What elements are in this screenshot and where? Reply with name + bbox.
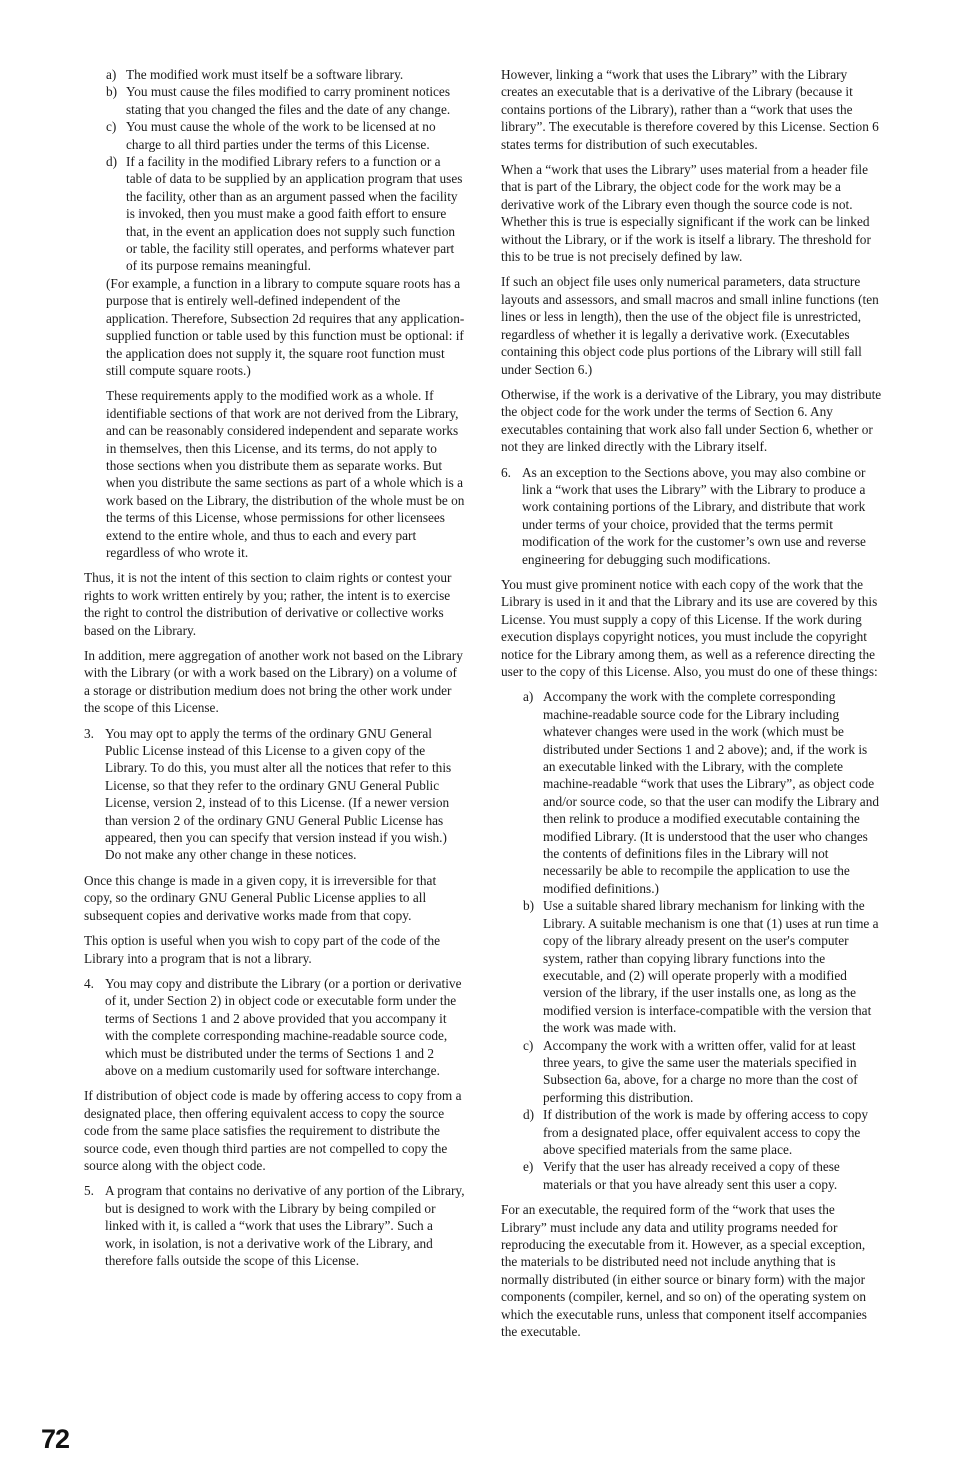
object-code-paragraph: If distribution of object code is made by offering access to copy from a designated place, then offering equivalent access to copy the source code from the same place satisfies the requirement to distribute the source code, even though third parties are not compelled to copy the source along with the object code.	[84, 1088, 462, 1173]
section-text: A program that contains no derivative of any portion of the Library, but is designed to work with the Library by being compiled or linked with it, is called a “work that uses the Library”. Such a work, in isolation, is not a derivative work of the Library, and therefore falls outside the scope of this License.	[105, 1183, 465, 1268]
section-4	[84, 975, 465, 1079]
right-column	[501, 66, 883, 1348]
notice-paragraph: You must give prominent notice with each copy of the work that the Library is used in it and that the Library and its use are covered by this License. You must supply a copy of this License. If the work during execution displays copyright notices, you must include the copyright notice for the Library among them, as well as a reference directing the user to the copy of this License. Also, you must do one of these things:	[501, 576, 878, 679]
section-6	[501, 464, 883, 568]
list-a-e	[523, 688, 883, 1193]
section-4-item	[84, 975, 465, 1079]
numerical-parameters-paragraph: If such an object file uses only numerical parameters, data structure layouts and assessors, and small macros and small inline functions (ten lines or less in length), then the use of the object file is unrestricted, regardless of whether it is legally a derivative work. (Executables containing this object code plus portions of the Library will still fall under Section 6.)	[501, 274, 879, 377]
list-item-text: Accompany the work with a written offer, valid for at least three years, to give the same user the materials specified in Subsection 6a, above, for a charge no more than the cost of performing this distribution.	[543, 1037, 858, 1105]
list-item-text: Accompany the work with the complete corresponding machine-readable source code for the Library including whatever changes were used in the work (which must be distributed under Sections 1 and 2 above); and, if the work is an executable linked with the Library, with the complete machine-readable “work that uses the Library”, as object code and/or source code, so that the user can modify the Library and then relink to produce a modified executable containing the modified Library. (It is understood that the user who changes the contents of definitions files in the Library will not necessarily be able to recompile the application to use the modified definitions.)	[543, 689, 879, 896]
list-item-text: Verify that the user has already received a copy of these materials or that you have already sent this user a copy.	[543, 1159, 840, 1192]
list-marker: b)	[523, 898, 535, 914]
list-item-c	[523, 1037, 883, 1107]
section-number: 4.	[84, 975, 94, 991]
list-item-text: If a facility in the modified Library refers to a function or a table of data to be supplied by an application program that uses the facility, other than as an argument passed when the facility is invoked, then you must make a good faith effort to ensure that, in the event an application does not supply such function or table, the facility still operates, and performs whatever part of its purpose remains meaningful.	[126, 154, 463, 274]
section-3-item	[84, 725, 465, 864]
section-text: As an exception to the Sections above, you may also combine or link a “work that uses the Library” with the Library to produce a work containing portions of the Library, and distribute that work under terms of your choice, provided that the terms permit modification of the work for the customer’s own use and reverse engineering for debugging such modifications.	[522, 464, 866, 567]
section-5	[84, 1182, 465, 1269]
list-item-a	[523, 688, 883, 897]
list-item-d	[106, 153, 465, 275]
list-marker: e)	[523, 1159, 534, 1175]
list-marker: b)	[106, 84, 118, 100]
section-text: You may opt to apply the terms of the ordinary GNU General Public License instead of this License to a given copy of the Library. To do this, you must alter all the notices that refer to this License, so that they refer to the ordinary GNU General Public License, version 2, instead of to this License. (If a newer version than version 2 of the ordinary GNU General Public License has appeared, then you can specify that version instead if you wish.) Do not make any other change in these notices.	[105, 725, 452, 863]
requirements-paragraph: These requirements apply to the modified work as a whole. If identifiable sections of that work are not derived from the Library, and can be reasonably considered independent and separate works in themselves, then this License, and its terms, do not apply to those sections when you distribute them as separate works. But when you distribute the same sections as part of a whole which is a work based on the Library, the distribution of the whole must be on the terms of this License, whose permissions for other licensees extend to the entire whole, and thus to each and every part regardless of who wrote it.	[106, 388, 465, 560]
list-item-text: Use a suitable shared library mechanism for linking with the Library. A suitable mechanism is one that (1) uses at run time a copy of the library already present on the user's computer system, rather than copying library functions into the executable, and (2) will operate properly with a modified version of the library, if the user installs one, as long as the modified version is interface-compatible with the version that the work was made with.	[543, 898, 879, 1036]
executable-paragraph: For an executable, the required form of the “work that uses the Library” must include any data and utility programs needed for reproducing the executable from it. However, as a special exception, the materials to be distributed need not include anything that is normally distributed (in either source or binary form) with the major components (compiler, kernel, and so on) of the operating system on which the executable runs, unless that component itself accompanies the executable.	[501, 1202, 867, 1340]
list-item-e	[523, 1158, 883, 1193]
list-item-text: You must cause the files modified to carry prominent notices stating that you changed the files and the date of any change.	[126, 84, 451, 117]
section-6-item	[501, 464, 883, 568]
list-marker: c)	[106, 119, 117, 135]
section-number: 3.	[84, 725, 94, 741]
list-marker: d)	[523, 1107, 535, 1123]
list-item-text: If distribution of the work is made by offering access to copy from a designated place, offer equivalent access to copy the above specified materials from the same place.	[543, 1107, 869, 1157]
page-number: 72	[41, 1424, 70, 1454]
list-marker: a)	[106, 67, 117, 82]
linking-paragraph: However, linking a “work that uses the Library” with the Library creates an executable that is a derivative of the Library (because it contains portions of the Library), rather than a “work that uses the library”. The executable is therefore covered by this License. Section 6 states terms for distribution of such executables.	[501, 67, 879, 152]
list-item-b	[106, 83, 465, 118]
list-item-c	[106, 118, 465, 153]
list-a-d	[106, 66, 465, 275]
irreversible-paragraph: Once this change is made in a given copy, it is irreversible for that copy, so the ordinary GNU General Public License applies to all subsequent copies and derivative works made from that copy.	[84, 872, 437, 923]
list-item-text: The modified work must itself be a software library.	[126, 67, 404, 82]
section-text: You may copy and distribute the Library (or a portion or derivative of it, under Section 2) in object code or executable form under the terms of Sections 1 and 2 above provided that you accompany it with the complete corresponding machine-readable source code, which must be distributed under the terms of Sections 1 and 2 above on a medium customarily used for software interchange.	[105, 975, 462, 1078]
list-marker: c)	[523, 1037, 534, 1053]
otherwise-paragraph: Otherwise, if the work is a derivative of the Library, you may distribute the object code for the work under the terms of Section 6. Any executables containing that work also fall under Section 6, whether or not they are linked directly with the Library itself.	[501, 386, 882, 455]
section-3	[84, 725, 465, 864]
intent-paragraph: Thus, it is not the intent of this section to claim rights or contest your rights to work written entirely by you; rather, the intent is to exercise the right to control the distribution of derivative or collective works based on the Library.	[84, 570, 452, 638]
list-marker: a)	[523, 689, 534, 705]
section-number: 5.	[84, 1183, 94, 1199]
aggregation-paragraph: In addition, mere aggregation of another work not based on the Library with the Library (or with a work based on the Library) on a volume of a storage or distribution medium does not bring the other work under the scope of this License.	[84, 648, 463, 716]
list-item-a	[106, 66, 465, 83]
header-file-paragraph: When a “work that uses the Library” uses material from a header file that is part of the Library, the object code for the work may be a derivative work of the Library even though the source code is not. Whether this is true is especially significant if the work can be linked without the Library, or if the work is itself a library. The threshold for this to be true is not precisely defined by law.	[501, 162, 871, 265]
list-item-text: You must cause the whole of the work to be licensed at no charge to all third parties under the terms of this License.	[126, 119, 436, 152]
list-marker: d)	[106, 154, 118, 170]
left-column	[84, 66, 465, 1277]
example-paragraph: (For example, a function in a library to compute square roots has a purpose that is entirely well-defined independent of the application. Therefore, Subsection 2d requires that any application-supplied function or table used by this function must be optional: if the application does not supply it, the square root function must still compute square roots.)	[106, 275, 465, 378]
section-5-item	[84, 1182, 465, 1269]
option-paragraph: This option is useful when you wish to copy part of the code of the Library into a program that is not a library.	[84, 933, 440, 966]
section-number: 6.	[501, 464, 511, 480]
list-item-b	[523, 897, 883, 1036]
list-item-d	[523, 1106, 883, 1158]
